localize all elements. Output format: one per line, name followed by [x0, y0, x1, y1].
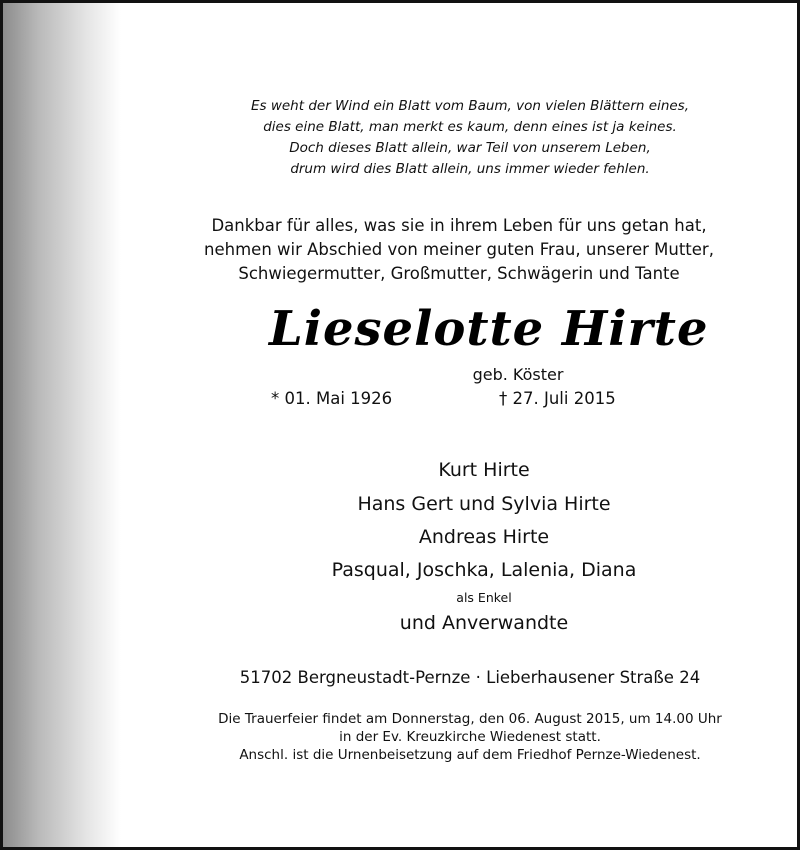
intro-line-2: nehmen wir Abschied von meiner guten Frau, unserer Mutter,: [204, 240, 714, 259]
mourner-2: Hans Gert und Sylvia Hirte: [357, 493, 611, 515]
poem-line-2: dies eine Blatt, man merkt es kaum, denn eines ist ja keines.: [263, 119, 677, 135]
relatives: und Anverwandte: [399, 612, 569, 634]
birth-date: * 01. Mai 1926: [271, 389, 393, 408]
left-shadow: [3, 3, 121, 847]
maiden-name: geb. Köster: [472, 365, 564, 384]
intro-line-1: Dankbar für alles, was sie in ihrem Leben für uns getan hat,: [211, 216, 707, 235]
grandchildren-note: als Enkel: [456, 590, 512, 605]
mourner-3: Andreas Hirte: [418, 526, 550, 548]
mourner-4: Pasqual, Joschka, Lalenia, Diana: [331, 559, 637, 581]
ceremony-notice-line-1: Die Trauerfeier findet am Donnerstag, den 06. August 2015, um 14.00 Uhr: [218, 711, 722, 727]
family-address: 51702 Bergneustadt-Pernze · Lieberhausener Straße 24: [239, 668, 701, 687]
ceremony-notice-line-3: Anschl. ist die Urnenbeisetzung auf dem Friedhof Pernze-Wiedenest.: [239, 747, 701, 763]
death-date: † 27. Juli 2015: [499, 389, 616, 408]
intro-line-3: Schwiegermutter, Großmutter, Schwägerin und Tante: [238, 264, 680, 283]
poem-line-4: drum wird dies Blatt allein, uns immer wieder fehlen.: [290, 161, 650, 177]
poem-line-1: Es weht der Wind ein Blatt vom Baum, von vielen Blättern eines,: [250, 98, 690, 114]
ceremony-notice-line-2: in der Ev. Kreuzkirche Wiedenest statt.: [339, 729, 601, 745]
notice-content: [121, 3, 797, 847]
mourner-1: Kurt Hirte: [438, 459, 530, 481]
poem-line-3: Doch dieses Blatt allein, war Teil von unserem Leben,: [289, 140, 651, 156]
deceased-name: Lieselotte Hirte: [269, 301, 709, 357]
